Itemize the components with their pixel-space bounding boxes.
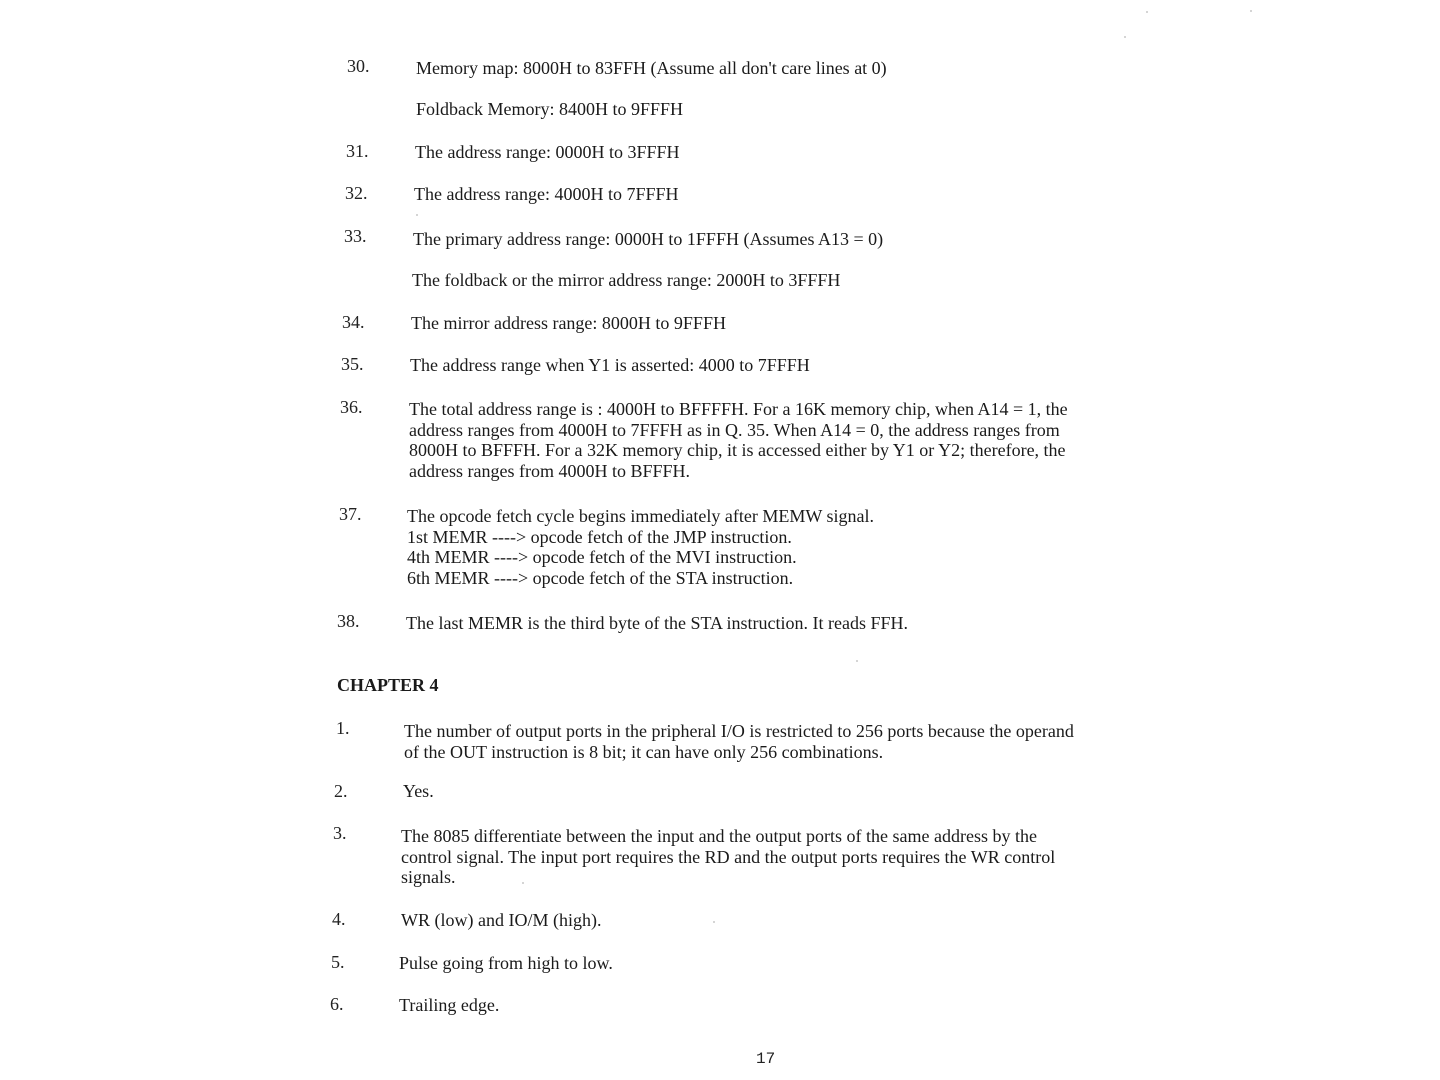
item-number: 3. (333, 823, 347, 843)
text-line: signals. (401, 867, 456, 887)
item-text (412, 270, 840, 291)
text-line: The address range: 4000H to 7FFFH (414, 184, 679, 204)
text-line: Pulse going from high to low. (399, 953, 613, 973)
item-text (403, 781, 434, 802)
text-line: 8000H to BFFFH. For a 32K memory chip, it is accessed either by Y1 or Y2; therefore, the (409, 440, 1066, 460)
item-number: 2. (334, 781, 348, 801)
text-line: The number of output ports in the pripheral I/O is restricted to 256 ports because the operand (404, 721, 1074, 741)
scan-speck (1124, 36, 1126, 38)
text-line: Trailing edge. (399, 995, 500, 1015)
item-number: 36. (340, 397, 363, 417)
item-number: 1. (336, 718, 350, 738)
text-line: control signal. The input port requires the RD and the output ports requires the WR control (401, 846, 1056, 867)
item-text (407, 506, 874, 588)
text-line: The 8085 differentiate between the input and the output ports of the same address by the (401, 826, 1037, 846)
scan-speck (1146, 11, 1148, 13)
text-line: WR (low) and IO/M (high). (401, 910, 602, 930)
item-text (413, 229, 883, 250)
item-text (416, 58, 887, 79)
item-number: 4. (332, 909, 346, 929)
text-line: address ranges from 4000H to 7FFFH as in Q. 35. When A14 = 0, the address ranges from (409, 419, 1060, 440)
text-line: 1st MEMR ----> opcode fetch of the JMP instruction. (407, 526, 792, 547)
scan-speck (1250, 10, 1252, 12)
page-number: 17 (756, 1050, 776, 1068)
scan-speck (416, 214, 418, 216)
item-text (406, 613, 908, 634)
item-number: 30. (347, 56, 370, 76)
item-text (401, 826, 1055, 888)
text-line: The address range when Y1 is asserted: 4000 to 7FFFH (410, 355, 810, 375)
text-line: The foldback or the mirror address range: 2000H to 3FFFH (412, 270, 841, 290)
scan-speck (856, 660, 858, 662)
text-line: The address range: 0000H to 3FFFH (415, 142, 680, 162)
scan-speck (522, 882, 524, 884)
item-text (410, 355, 810, 376)
item-number: 6. (330, 994, 344, 1014)
text-line: 4th MEMR ----> opcode fetch of the MVI instruction. (407, 547, 797, 567)
item-number: 31. (346, 141, 369, 161)
text-line: Memory map: 8000H to 83FFH (Assume all don't care lines at 0) (416, 58, 887, 78)
item-number: 33. (344, 226, 367, 246)
item-text (415, 142, 679, 163)
item-text (399, 953, 613, 974)
item-text (399, 995, 499, 1016)
text-line: The mirror address range: 8000H to 9FFFH (411, 313, 726, 333)
item-number: 34. (342, 312, 365, 332)
item-text (409, 399, 1068, 481)
chapter-heading: CHAPTER 4 (337, 675, 439, 695)
text-line: Foldback Memory: 8400H to 9FFFH (416, 99, 684, 119)
item-text (414, 184, 678, 205)
item-text (404, 721, 1074, 762)
item-number: 5. (331, 952, 345, 972)
item-number: 37. (339, 504, 362, 524)
item-number: 38. (337, 611, 360, 631)
item-text (411, 313, 726, 334)
item-number: 32. (345, 183, 368, 203)
text-line: address ranges from 4000H to BFFFH. (409, 460, 690, 481)
item-number: 35. (341, 354, 364, 374)
text-line: Yes. (403, 781, 434, 801)
text-line: The last MEMR is the third byte of the STA instruction. It reads FFH. (406, 613, 909, 633)
text-line: The primary address range: 0000H to 1FFFH (Assumes A13 = 0) (413, 229, 884, 249)
text-line: of the OUT instruction is 8 bit; it can have only 256 combinations. (404, 741, 884, 762)
text-line: 6th MEMR ----> opcode fetch of the STA instruction. (407, 567, 794, 588)
text-line: The total address range is : 4000H to BFFFFH. For a 16K memory chip, when A14 = 1, the (409, 399, 1068, 419)
item-text (401, 910, 601, 931)
text-line: The opcode fetch cycle begins immediately after MEMW signal. (407, 506, 875, 526)
item-text (416, 99, 683, 120)
scan-speck (713, 921, 715, 923)
